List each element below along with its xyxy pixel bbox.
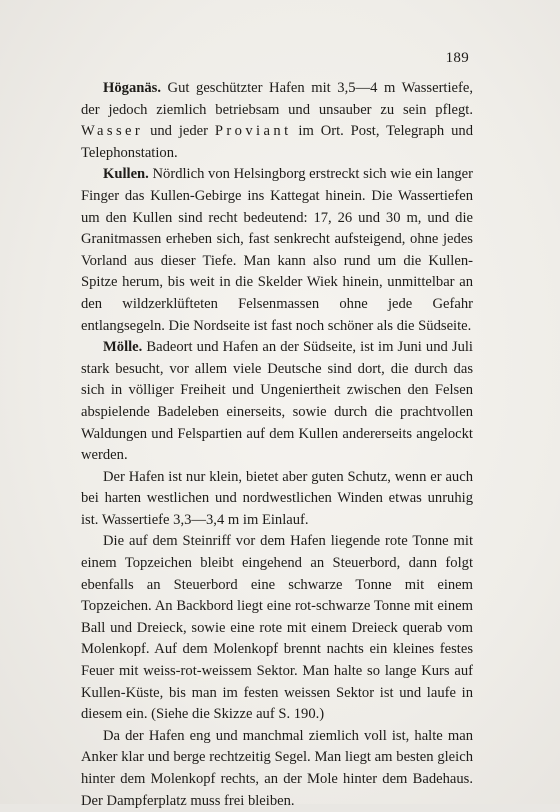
paragraph-hoganas [81,78,473,164]
hoganas-text-3: im Ort. Post, Telegraph und Telephonstation. [81,123,473,161]
place-heading-molle: Mölle. [103,339,143,356]
kullen-text: Nördlich von Helsingborg erstreckt sich wie ein langer Finger das Kullen-Gebirge ins Kattegat hinein. Die Wassertiefen um den Kullen sind recht bedeutend: 17, 26 und 30 m, und die Granitmassen erheben sich, fast senkrecht aufsteigend, ohne jedes Vorland aus dieser Tiefe. Man kann also rund um die Kullen-Spitze herum, bis weit in die Skelder Wiek hinein, unmittelbar an den wildzerklüfteten Felsenmassen ohne jede Gefahr entlangsegeln. Die Nordseite ist fast noch schöner als die Südseite. [81,166,473,334]
place-heading-kullen: Kullen. [103,166,149,183]
hoganas-text-1: Gut geschützter Hafen mit 3,5—4 m Wassertiefe, der jedoch ziemlich betriebsam und unsauber zu sein pflegt. [81,80,473,118]
hoganas-text-2: und jeder [143,123,215,140]
hoganas-spaced-water: Wasser [81,123,144,140]
paragraph-molle-harbor: Der Hafen ist nur klein, bietet aber guten Schutz, wenn er auch bei harten westlichen und nordwestlichen Winden etwas unruhig ist. Wassertiefe 3,3—3,4 m im Einlauf. [81,468,473,528]
paragraph-molle [81,337,473,467]
paragraph-molle-anchoring: Da der Hafen eng und manchmal ziemlich voll ist, halte man Anker klar und berge rechtzeitig Segel. Man liegt am besten gleich hinter dem Molenkopf rechts, an der Mole hinter dem Badehaus. Der Dampferplatz muss frei bleiben. [81,727,473,809]
place-heading-hoganas: Höganäs. [103,80,161,96]
paragraph-molle-buoys: Die auf dem Steinriff vor dem Hafen liegende rote Tonne mit einem Topzeichen bleibt eingehend an Steuerbord, dann folgt ebenfalls an Steuerbord eine schwarze Tonne mit einem Topzeichen. An Backbord liegt eine rot-schwarze Tonne mit einem Ball und Dreieck, sowie eine rote mit einem Dreieck querab vom Molenkopf. Auf dem Molenkopf brennt nachts ein kleines festes Feuer mit weiss-rot-weissem Sektor. Man halte so lange Kurs auf Kullen-Küste, bis man im festen weissen Sektor ist und laufe in diesem ein. (Siehe die Skizze auf S. 190.) [81,533,473,723]
molle-text: Badeort und Hafen an der Südseite, ist im Juni und Juli stark besucht, vor allem viele Deutsche sind dort, die durch das sich in völliger Freiheit und Ungeniertheit zwischen den Felsen abspielende Badeleben einerseits, sowie durch die prachtvollen Waldungen und Felspartien auf dem Kullen andererseits angelockt werden. [81,339,473,464]
body-text [81,78,473,812]
page-number: 189 [445,50,469,66]
paragraph-kullen [81,164,473,337]
hoganas-spaced-provisions: Proviant [214,123,292,140]
